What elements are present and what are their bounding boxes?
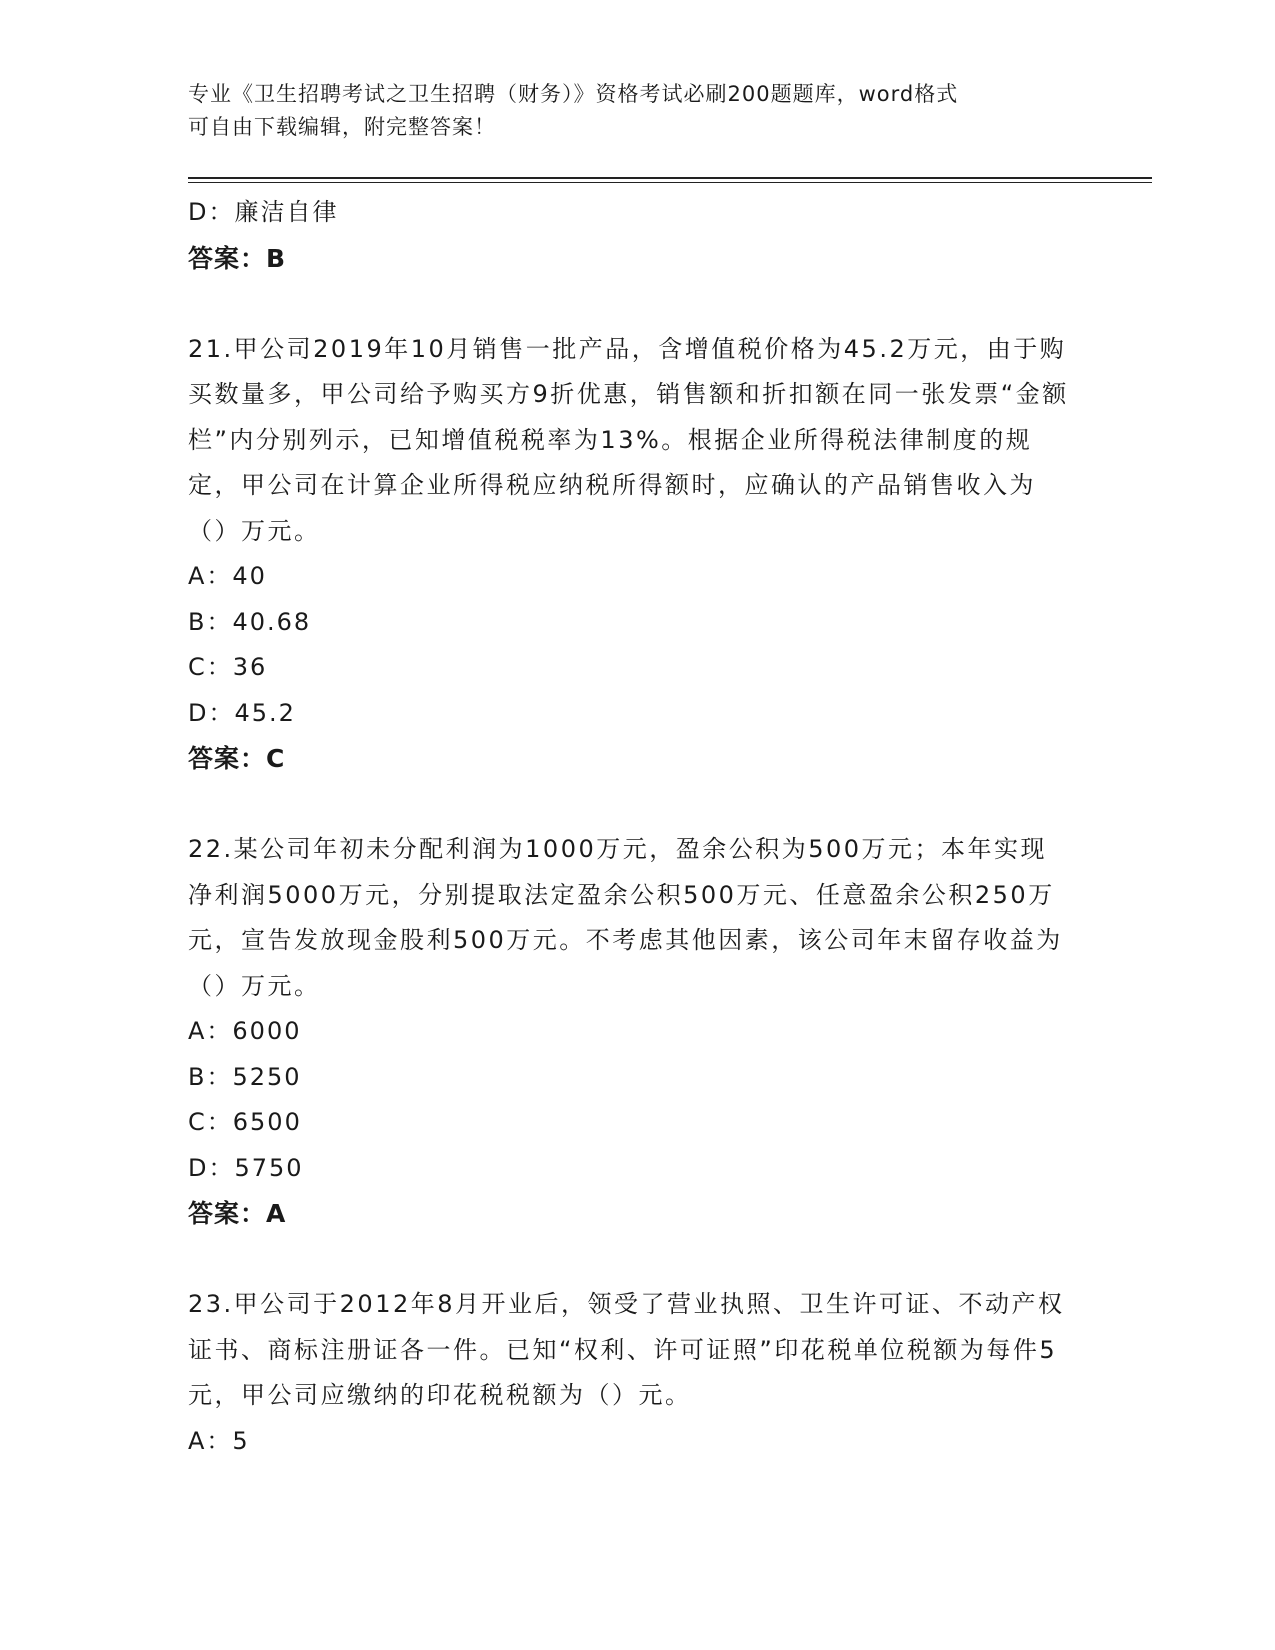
header-line-1: 专业《卫生招聘考试之卫生招聘（财务）》资格考试必刷200题题库，word格式 — [188, 82, 959, 106]
answer-line: 答案：C — [188, 744, 286, 773]
option-d: D：5750 — [188, 1153, 304, 1182]
option-c: C：6500 — [188, 1108, 302, 1136]
option-d: D：45.2 — [188, 698, 296, 727]
header-rule-thin — [188, 182, 1152, 183]
header-line-2: 可自由下载编辑，附完整答案！ — [188, 115, 496, 139]
previous-question-tail — [188, 190, 1078, 281]
question-text: 22.某公司年初未分配利润为1000万元，盈余公积为500万元；本年实现净利润5000万元，分别提取法定盈余公积500万元、任意盈余公积250万元，宣告发放现金股利500万元。不考虑其他因素，该公司年末留存收益为（）万元。 — [188, 835, 1063, 1000]
option-a: A：5 — [188, 1426, 250, 1455]
header-rule-thick — [188, 177, 1152, 179]
answer-line: 答案：A — [188, 1199, 287, 1228]
question-text: 21.甲公司2019年10月销售一批产品，含增值税价格为45.2万元，由于购买数量多，甲公司给予购买方9折优惠，销售额和折扣额在同一张发票“金额栏”内分别列示，已知增值税税率为13%。根据企业所得税法律制度的规定，甲公司在计算企业所得税应纳税所得额时，应确认的产品销售收入为（）万元。 — [188, 334, 1069, 545]
question-22 — [188, 827, 1078, 1237]
option-b: B：5250 — [188, 1062, 302, 1091]
document-body — [188, 190, 1078, 1464]
spacer — [188, 281, 1078, 327]
option-a: A：6000 — [188, 1017, 302, 1045]
option-c: C：36 — [188, 653, 268, 681]
option-d: D：廉洁自律 — [188, 198, 339, 226]
spacer — [188, 782, 1078, 828]
question-23 — [188, 1282, 1078, 1464]
spacer — [188, 1237, 1078, 1283]
page-header — [188, 78, 1068, 144]
option-b: B：40.68 — [188, 607, 312, 636]
question-text: 23.甲公司于2012年8月开业后，领受了营业执照、卫生许可证、不动产权证书、商标注册证各一件。已知“权利、许可证照”印花税单位税额为每件5元，甲公司应缴纳的印花税税额为（）元。 — [188, 1290, 1065, 1409]
option-a: A：40 — [188, 562, 267, 590]
answer-line: 答案：B — [188, 243, 287, 273]
question-21 — [188, 327, 1078, 782]
